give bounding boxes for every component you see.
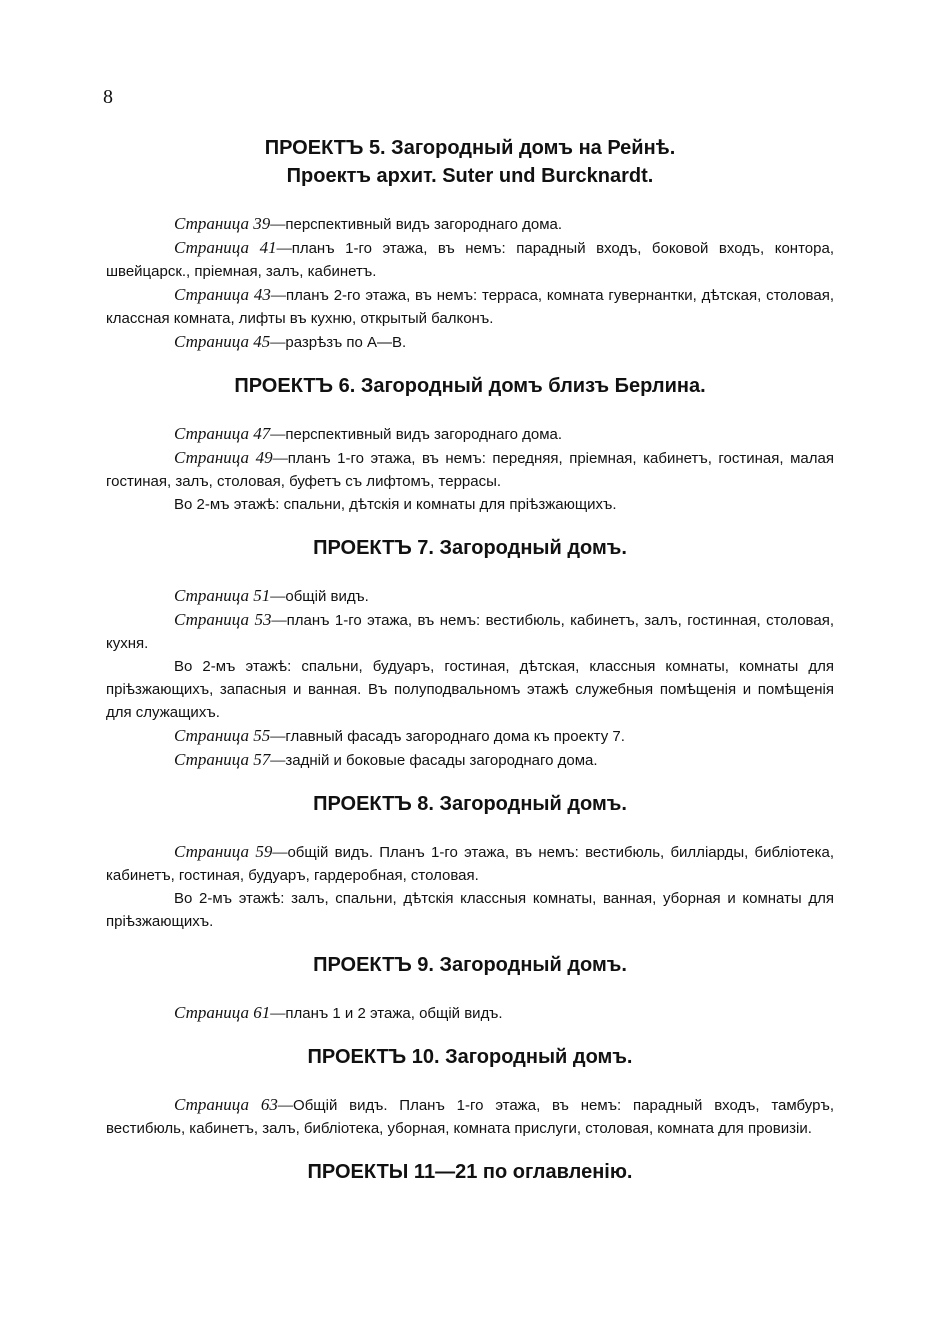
section-project-5 <box>106 134 834 354</box>
heading-line: ПРОЕКТЪ 6. Загородный домъ близъ Берлина. <box>234 375 706 397</box>
paragraph-text: Во 2-мъ этажѣ: спальни, будуаръ, гостиная, дѣтская, классныя комнаты, комнаты для пріѣзжающихъ, запасныя и ванная. Въ полуподвальномъ этажѣ служебныя помѣщенія и помѣщенія для служащихъ. <box>106 658 834 721</box>
paragraph <box>106 887 834 933</box>
heading-line: Проектъ архит. Suter und Burcknardt. <box>286 165 654 187</box>
section-heading <box>106 951 834 979</box>
paragraph-text: Во 2-мъ этажѣ: спальни, дѣтскія и комнаты для пріѣзжающихъ. <box>174 496 617 513</box>
section-project-8 <box>106 790 834 933</box>
page-ref: Страница 63— <box>174 1095 294 1114</box>
paragraph <box>106 655 834 724</box>
page-ref: Страница 45— <box>174 332 286 351</box>
paragraph-text: планъ 1-го этажа, въ немъ: передняя, пріемная, кабинетъ, гостиная, малая гостиная, залъ, столовая, буфетъ съ лифтомъ, террасы. <box>106 450 834 490</box>
section-project-10 <box>106 1043 834 1140</box>
paragraph <box>106 584 834 608</box>
paragraph <box>106 330 834 354</box>
paragraph <box>106 724 834 748</box>
page-ref: Страница 49— <box>174 448 288 467</box>
page-ref: Страница 59— <box>174 842 288 861</box>
paragraph <box>106 422 834 446</box>
section-project-7 <box>106 534 834 772</box>
paragraph <box>106 493 834 516</box>
paragraph-text: перспективный видъ загороднаго дома. <box>285 216 563 233</box>
section-heading <box>106 534 834 562</box>
paragraph-text: Общій видъ. Планъ 1-го этажа, въ немъ: парадный входъ, тамбуръ, вестибюль, кабинетъ, залъ, библіотека, уборная, комната прислуги, столовая, комната для провизіи. <box>106 1097 834 1137</box>
paragraph <box>106 840 834 887</box>
heading-line: ПРОЕКТЪ 8. Загородный домъ. <box>313 793 627 815</box>
page-ref: Страница 57— <box>174 750 286 769</box>
section-heading <box>106 372 834 400</box>
heading-line: ПРОЕКТЪ 5. Загородный домъ на Рейнѣ. <box>264 137 676 159</box>
heading-line: ПРОЕКТЪ 10. Загородный домъ. <box>307 1046 633 1068</box>
page-ref: Страница 47— <box>174 424 286 443</box>
heading-line: ПРОЕКТЪ 9. Загородный домъ. <box>313 954 627 976</box>
paragraph <box>106 236 834 283</box>
paragraph <box>106 212 834 236</box>
final-heading: ПРОЕКТЫ 11—21 по оглавленію. <box>307 1161 633 1183</box>
section-heading <box>106 1043 834 1071</box>
document-body <box>106 134 834 1186</box>
section-heading <box>106 134 834 190</box>
page-ref: Страница 53— <box>174 610 287 629</box>
page-ref: Страница 55— <box>174 726 286 745</box>
heading-line: ПРОЕКТЪ 7. Загородный домъ. <box>313 537 627 559</box>
page-ref: Страница 39— <box>174 214 286 233</box>
paragraph <box>106 748 834 772</box>
page-ref: Страница 61— <box>174 1003 286 1022</box>
paragraph-text: Во 2-мъ этажѣ: залъ, спальни, дѣтскія классныя комнаты, ванная, уборная и комнаты для пріѣзжающихъ. <box>106 890 834 930</box>
paragraph-text: планъ 2-го этажа, въ немъ: терраса, комната гувернантки, дѣтская, столовая, классная комната, лифты въ кухню, открытый балконъ. <box>106 287 834 327</box>
paragraph <box>106 1093 834 1140</box>
page-ref: Страница 43— <box>174 285 287 304</box>
section-heading <box>106 790 834 818</box>
paragraph-text: главный фасадъ загороднаго дома къ проекту 7. <box>285 728 625 745</box>
page-number: 8 <box>103 86 113 108</box>
page-ref: Страница 41— <box>174 238 292 257</box>
paragraph-text: планъ 1-го этажа, въ немъ: вестибюль, кабинетъ, залъ, гостинная, столовая, кухня. <box>106 612 834 652</box>
paragraph-text: задній и боковые фасады загороднаго дома. <box>285 752 598 769</box>
section-project-9 <box>106 951 834 1025</box>
section-project-6 <box>106 372 834 516</box>
paragraph-text: общій видъ. <box>285 588 369 605</box>
paragraph-text: перспективный видъ загороднаго дома. <box>285 426 563 443</box>
paragraph-text: планъ 1 и 2 этажа, общій видъ. <box>285 1005 503 1022</box>
paragraph-text: планъ 1-го этажа, въ немъ: парадный входъ, боковой входъ, контора, швейцарск., пріемная, залъ, кабинетъ. <box>106 240 834 280</box>
paragraph-text: разрѣзъ по А—В. <box>285 334 407 351</box>
paragraph <box>106 446 834 493</box>
paragraph-text: общій видъ. Планъ 1-го этажа, въ немъ: вестибюль, билліарды, библіотека, кабинетъ, гостиная, будуаръ, гардеробная, столовая. <box>106 844 834 884</box>
paragraph <box>106 283 834 330</box>
paragraph <box>106 1001 834 1025</box>
page-ref: Страница 51— <box>174 586 286 605</box>
paragraph <box>106 608 834 655</box>
